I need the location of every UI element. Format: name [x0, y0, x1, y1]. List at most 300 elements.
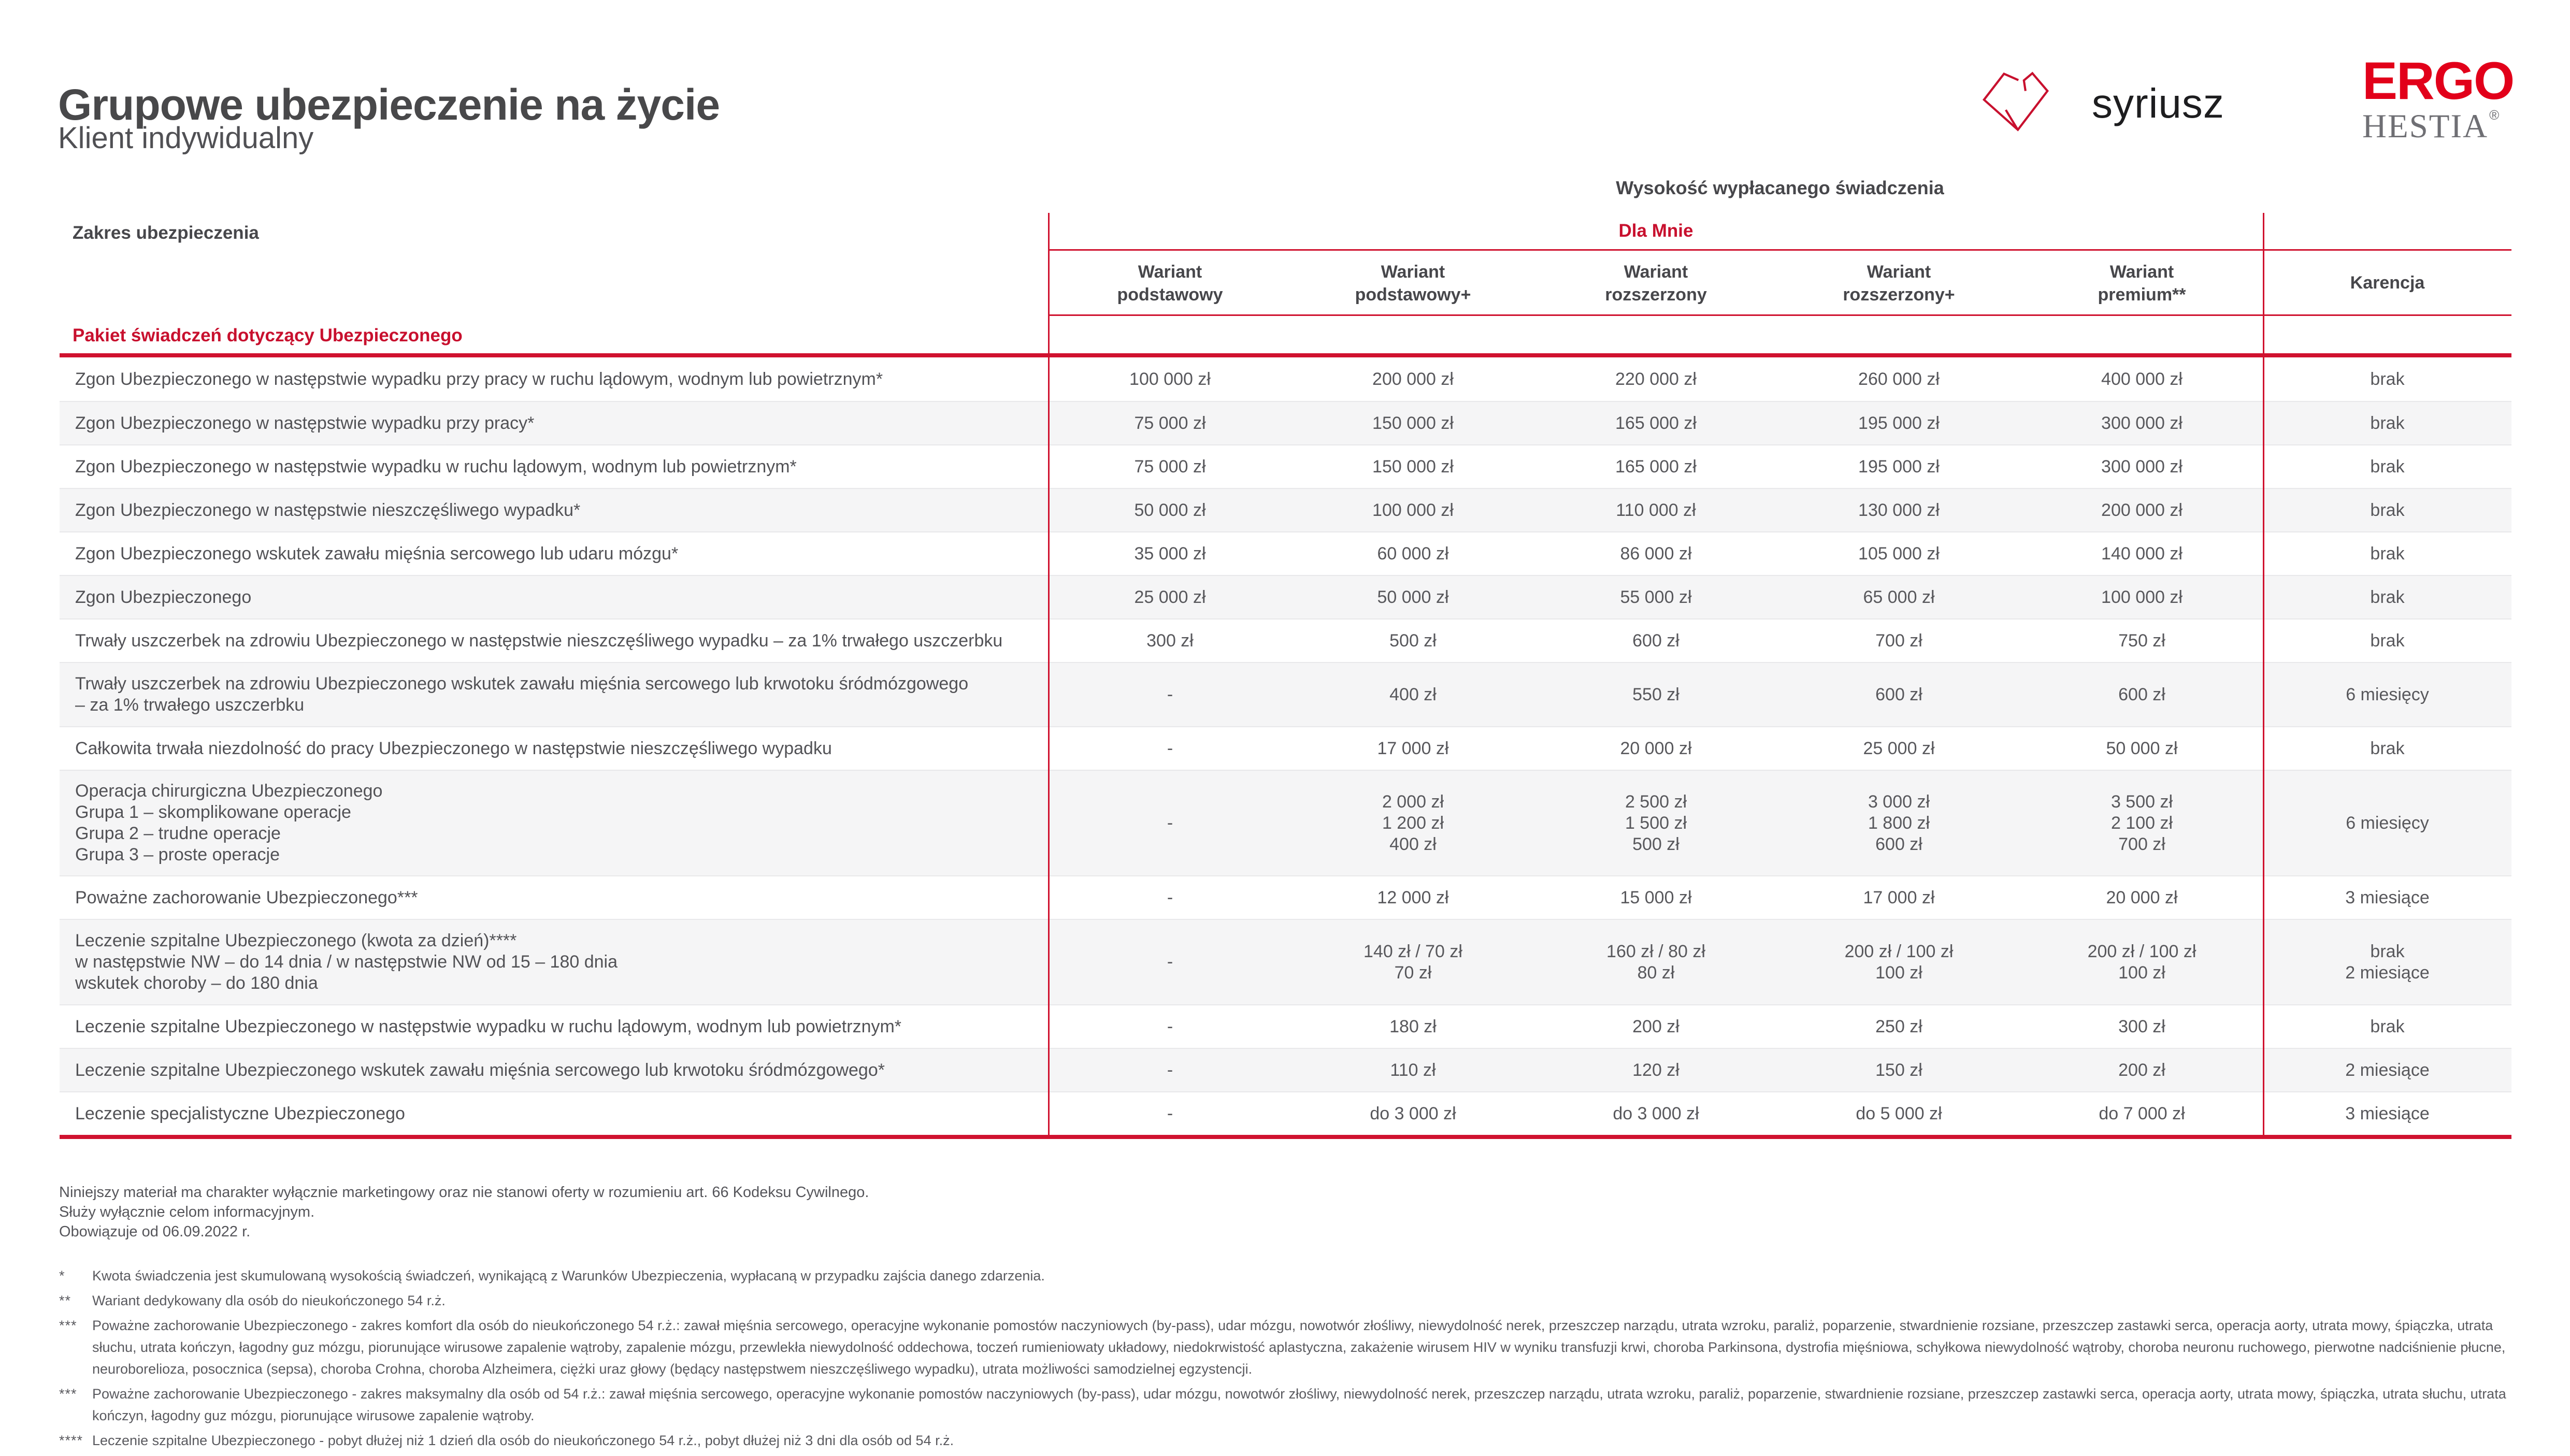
benefit-name-cell: [60, 587, 1049, 608]
value-line: 600 zł: [2118, 684, 2165, 704]
value-line: do 5 000 zł: [1856, 1103, 1942, 1123]
value-line: 100 000 zł: [1129, 369, 1211, 389]
footnote-item: [59, 1265, 2510, 1287]
footnote-marker: ****: [59, 1433, 83, 1448]
value-line: 35 000 zł: [1134, 543, 1206, 564]
variant-column-headers: [1049, 261, 2263, 306]
group-header-dla-mnie: Dla Mnie: [1618, 221, 1693, 241]
value-line: 3 000 zł: [1868, 791, 1930, 812]
value-line: 105 000 zł: [1858, 543, 1940, 564]
syriusz-diamond-icon: [1981, 58, 2075, 145]
karencja-line: brak: [2370, 1016, 2405, 1036]
value-cell-variant-1: [1049, 587, 1291, 608]
benefit-name-cell: [60, 781, 1049, 866]
benefit-name-cell: [60, 1016, 1049, 1037]
karencja-cell: [2263, 738, 2511, 759]
karencja-cell: [2263, 813, 2511, 834]
table-row: [60, 726, 2511, 770]
red-divider-bottom: [1049, 314, 2511, 316]
value-line: -: [1167, 684, 1173, 704]
benefit-name-line: w następstwie NW – do 14 dnia / w następstwie NW od 15 – 180 dnia: [75, 952, 618, 972]
value-line: -: [1167, 952, 1173, 972]
footnote-text: Wariant dedykowany dla osób do nieukończonego 54 r.ż.: [92, 1293, 446, 1308]
variant-header-line: premium**: [2098, 285, 2186, 305]
footnote-text: Leczenie szpitalne Ubezpieczonego - pobyt dłużej niż 1 dzień dla osób do nieukończonego 54 r.ż., pobyt dłużej niż 3 dni dla osób od 54 r.ż.: [92, 1433, 954, 1448]
value-cell-variant-4: [1777, 369, 2020, 390]
value-cell-variant-2: [1291, 543, 1534, 565]
table-row: [60, 1004, 2511, 1048]
value-cell-variant-2: [1291, 791, 1534, 855]
hestia-line: [2362, 107, 2518, 145]
benefit-amount-header: Wysokość wypłacanego świadczenia: [1616, 177, 1944, 198]
value-cell-variant-4: [1777, 630, 2020, 652]
table-top-rule: [60, 353, 2511, 357]
karencja-line: brak: [2370, 738, 2405, 758]
benefit-name-cell: [60, 887, 1049, 909]
column-separator-left: [1048, 213, 1050, 1138]
value-line: -: [1167, 1103, 1173, 1123]
value-line: do 3 000 zł: [1370, 1103, 1456, 1123]
page-title: Grupowe ubezpieczenie na życie: [58, 80, 720, 129]
value-line: 110 000 zł: [1616, 500, 1696, 520]
value-cell-variant-2: [1291, 630, 1534, 652]
benefit-name-cell: [60, 543, 1049, 565]
benefit-name-cell: [60, 930, 1049, 994]
value-cell-variant-4: [1777, 1016, 2020, 1037]
hestia-wordmark: HESTIA: [2362, 108, 2489, 145]
value-cell-variant-3: [1534, 887, 1777, 909]
benefit-name-cell: [60, 500, 1049, 521]
value-cell-variant-4: [1777, 684, 2020, 705]
variant-header-line: Wariant: [1867, 262, 1931, 282]
variant-header-1: [1049, 261, 1291, 306]
value-cell-variant-4: [1777, 413, 2020, 434]
column-separator-right: [2263, 213, 2264, 1138]
value-cell-variant-3: [1534, 413, 1777, 434]
value-line: 300 zł: [1146, 630, 1194, 651]
table-row: [60, 401, 2511, 444]
value-line: 70 zł: [1394, 962, 1432, 983]
karencja-line: 6 miesięcy: [2346, 813, 2429, 833]
page-subtitle: Klient indywidualny: [58, 121, 314, 155]
value-cell-variant-5: [2020, 684, 2263, 705]
value-cell-variant-5: [2020, 1103, 2263, 1125]
value-line: 150 000 zł: [1372, 456, 1454, 477]
value-line: 180 zł: [1389, 1016, 1437, 1036]
table-row: [60, 531, 2511, 575]
value-cell-variant-1: [1049, 543, 1291, 565]
table-row: [60, 919, 2511, 1004]
karencja-line: 3 miesiące: [2345, 1103, 2430, 1123]
value-cell-variant-4: [1777, 887, 2020, 909]
value-cell-variant-3: [1534, 630, 1777, 652]
value-line: 25 000 zł: [1863, 738, 1935, 758]
value-cell-variant-3: [1534, 1060, 1777, 1081]
value-line: 20 000 zł: [2106, 887, 2178, 907]
value-line: 1 800 zł: [1868, 813, 1930, 833]
karencja-cell: [2263, 500, 2511, 521]
benefit-name-line: Grupa 2 – trudne operacje: [75, 824, 281, 843]
value-cell-variant-3: [1534, 456, 1777, 478]
value-cell-variant-1: [1049, 813, 1291, 834]
karencja-line: 3 miesiące: [2345, 887, 2430, 907]
footnotes-list: [59, 1265, 2510, 1454]
value-cell-variant-5: [2020, 369, 2263, 390]
value-line: 20 000 zł: [1620, 738, 1692, 758]
value-cell-variant-3: [1534, 1016, 1777, 1037]
value-line: 100 zł: [1875, 962, 1922, 983]
benefit-name-cell: [60, 738, 1049, 759]
value-line: 165 000 zł: [1615, 456, 1697, 477]
karencja-line: brak: [2370, 456, 2405, 477]
karencja-line: 2 miesiące: [2345, 1060, 2430, 1080]
karencja-cell: [2263, 1103, 2511, 1125]
variant-header-5: [2020, 261, 2263, 306]
value-line: 140 zł / 70 zł: [1363, 941, 1462, 961]
value-cell-variant-3: [1534, 1103, 1777, 1125]
disclaimer-line: Służy wyłącznie celom informacyjnym.: [59, 1204, 315, 1220]
value-line: 500 zł: [1632, 834, 1679, 854]
value-line: 17 000 zł: [1863, 887, 1935, 907]
benefit-name-line: Leczenie szpitalne Ubezpieczonego wskutek zawału mięśnia sercowego lub krwotoku śródmózgowego*: [75, 1060, 885, 1080]
benefit-name-line: Grupa 1 – skomplikowane operacje: [75, 802, 351, 822]
value-cell-variant-5: [2020, 738, 2263, 759]
value-line: 300 zł: [2118, 1016, 2165, 1036]
benefit-name-cell: [60, 369, 1049, 390]
value-cell-variant-2: [1291, 413, 1534, 434]
variant-header-3: [1534, 261, 1777, 306]
benefit-name-line: Całkowita trwała niezdolność do pracy Ubezpieczonego w następstwie nieszczęśliwego wypadku: [75, 738, 832, 758]
benefits-table-body: [60, 357, 2511, 1139]
footnote-marker: ***: [59, 1386, 77, 1402]
benefit-name-line: Leczenie szpitalne Ubezpieczonego w następstwie wypadku w ruchu lądowym, wodnym lub powietrznym*: [75, 1016, 902, 1036]
karencja-cell: [2263, 456, 2511, 478]
value-cell-variant-1: [1049, 413, 1291, 434]
disclaimer-line: Obowiązuje od 06.09.2022 r.: [59, 1223, 251, 1240]
benefit-name-line: Zgon Ubezpieczonego w następstwie wypadku przy pracy*: [75, 413, 535, 433]
value-cell-variant-3: [1534, 369, 1777, 390]
value-line: 3 500 zł: [2110, 791, 2173, 812]
value-line: 2 000 zł: [1382, 791, 1444, 812]
variant-header-line: rozszerzony: [1605, 285, 1707, 305]
value-line: 300 000 zł: [2101, 413, 2183, 433]
benefit-name-cell: [60, 413, 1049, 434]
value-line: 600 zł: [1875, 834, 1922, 854]
value-cell-variant-3: [1534, 500, 1777, 521]
value-line: 400 zł: [1389, 834, 1437, 854]
disclaimer-line: Niniejszy materiał ma charakter wyłącznie marketingowy oraz nie stanowi oferty w rozumieniu art. 66 Kodeksu Cywilnego.: [59, 1184, 869, 1201]
value-cell-variant-1: [1049, 1060, 1291, 1081]
value-line: 17 000 zł: [1377, 738, 1449, 758]
value-line: -: [1167, 813, 1173, 833]
value-line: 65 000 zł: [1863, 587, 1935, 607]
table-row: [60, 1091, 2511, 1135]
benefit-name-line: Zgon Ubezpieczonego w następstwie wypadku przy pracy w ruchu lądowym, wodnym lub powietrznym*: [75, 369, 883, 389]
value-line: 150 zł: [1875, 1060, 1922, 1080]
value-cell-variant-5: [2020, 500, 2263, 521]
benefit-name-line: Zgon Ubezpieczonego wskutek zawału mięśnia sercowego lub udaru mózgu*: [75, 543, 679, 564]
benefit-name-line: Trwały uszczerbek na zdrowiu Ubezpieczonego wskutek zawału mięśnia sercowego lub krwotoku śródmózgowego: [75, 674, 969, 694]
benefit-name-line: wskutek choroby – do 180 dnia: [75, 973, 318, 993]
value-line: 60 000 zł: [1377, 543, 1449, 564]
value-line: 75 000 zł: [1134, 456, 1206, 477]
value-line: 165 000 zł: [1615, 413, 1697, 433]
value-line: 86 000 zł: [1620, 543, 1692, 564]
syriusz-logo: [1981, 57, 2292, 150]
value-line: 80 zł: [1637, 962, 1675, 983]
value-cell-variant-3: [1534, 587, 1777, 608]
value-line: 15 000 zł: [1620, 887, 1692, 907]
value-line: 75 000 zł: [1134, 413, 1206, 433]
value-cell-variant-1: [1049, 952, 1291, 973]
value-line: 260 000 zł: [1858, 369, 1940, 389]
karencja-line: brak: [2370, 543, 2405, 564]
karencja-line: brak: [2370, 630, 2405, 651]
footnote-text: Poważne zachorowanie Ubezpieczonego - zakres komfort dla osób do nieukończonego 54 r.ż.: zawał mięśnia sercowego, operacyjne wykonanie pomostów naczyniowych (by-pass), udar mózgu, nowotwór złośliwy, niewydolność nerek, przeszczep narządu, utrata wzroku, paraliż, poparzenie, stwardnienie rozsiane, przeszczep zastawki serca, operacja aorty, utrata mowy, śpiączka, utrata słuchu, utrata kończyn, łagodny guz mózgu, piorunujące wirusowe zapalenie wątroby, zapalenie mózgu, przewlekła niewydolność oddechowa, toczeń rumieniowaty układowy, niedokrwistość aplastyczna, zakażenie wirusem HIV w wyniku transfuzji krwi, choroba Parkinsona, dystrofia mięśniowa, schyłkowa niewydolność wątroby, choroba neuronu ruchowego, pierwotne nadciśnienie płucne, neuroborelioza, posocznica (sepsa), choroba Crohna, choroba Alzheimera, ciężki uraz głowy (będący następstwem nieszczęśliwego wypadku), utrata możliwości samodzielnej egzystencji.: [92, 1318, 2506, 1377]
karencja-cell: [2263, 543, 2511, 565]
scope-column-header: Zakres ubezpieczenia: [73, 223, 259, 243]
footnote-marker: **: [59, 1293, 71, 1308]
value-cell-variant-3: [1534, 543, 1777, 565]
variant-header-4: [1777, 261, 2020, 306]
value-cell-variant-1: [1049, 738, 1291, 759]
karencja-line: 6 miesięcy: [2346, 684, 2429, 704]
value-line: 2 500 zł: [1625, 791, 1687, 812]
value-cell-variant-2: [1291, 1060, 1534, 1081]
value-line: 50 000 zł: [1377, 587, 1449, 607]
variant-header-line: Wariant: [1138, 262, 1202, 282]
benefit-name-line: Operacja chirurgiczna Ubezpieczonego: [75, 781, 383, 801]
ergo-wordmark: ERGO: [2362, 51, 2514, 110]
value-line: 100 000 zł: [2101, 587, 2183, 607]
value-line: 200 zł: [2118, 1060, 2165, 1080]
karencja-line: brak: [2370, 369, 2405, 389]
benefit-name-line: Leczenie szpitalne Ubezpieczonego (kwota za dzień)****: [75, 931, 517, 950]
table-row: [60, 875, 2511, 919]
value-cell-variant-2: [1291, 738, 1534, 759]
benefit-name-line: Leczenie specjalistyczne Ubezpieczonego: [75, 1103, 405, 1123]
value-cell-variant-5: [2020, 887, 2263, 909]
value-cell-variant-3: [1534, 738, 1777, 759]
value-line: 55 000 zł: [1620, 587, 1692, 607]
value-line: 195 000 zł: [1858, 456, 1940, 477]
karencja-cell: [2263, 887, 2511, 909]
value-line: 200 000 zł: [1372, 369, 1454, 389]
value-line: 200 000 zł: [2101, 500, 2183, 520]
karencja-cell: [2263, 630, 2511, 652]
karencja-cell: [2263, 684, 2511, 705]
ergo-hestia-logo: [2362, 51, 2518, 145]
karencja-cell: [2263, 1060, 2511, 1081]
value-cell-variant-5: [2020, 791, 2263, 855]
karencja-line: brak: [2370, 413, 2405, 433]
value-cell-variant-3: [1534, 941, 1777, 984]
variant-header-line: podstawowy: [1117, 285, 1223, 305]
footnote-text: Kwota świadczenia jest skumulowaną wysokością świadczeń, wynikającą z Warunków Ubezpieczenia, wypłacaną w przypadku zajścia danego zdarzenia.: [92, 1268, 1045, 1284]
value-cell-variant-4: [1777, 500, 2020, 521]
value-cell-variant-5: [2020, 630, 2263, 652]
value-line: 50 000 zł: [1134, 500, 1206, 520]
value-line: 195 000 zł: [1858, 413, 1940, 433]
value-line: 600 zł: [1632, 630, 1679, 651]
value-cell-variant-2: [1291, 1016, 1534, 1037]
table-row: [60, 575, 2511, 618]
value-cell-variant-4: [1777, 543, 2020, 565]
value-cell-variant-1: [1049, 1103, 1291, 1125]
value-cell-variant-4: [1777, 791, 2020, 855]
karencja-line: 2 miesiące: [2345, 962, 2430, 983]
karencja-cell: [2263, 369, 2511, 390]
karencja-line: brak: [2370, 941, 2405, 961]
table-row: [60, 618, 2511, 662]
footnote-marker: ***: [59, 1318, 77, 1333]
footnote-item: [59, 1430, 2510, 1451]
value-line: -: [1167, 738, 1173, 758]
value-cell-variant-2: [1291, 369, 1534, 390]
value-cell-variant-5: [2020, 1060, 2263, 1081]
benefit-name-cell: [60, 456, 1049, 478]
value-line: 1 500 zł: [1625, 813, 1687, 833]
value-line: -: [1167, 887, 1173, 907]
karencja-cell: [2263, 413, 2511, 434]
value-cell-variant-5: [2020, 543, 2263, 565]
table-row: [60, 770, 2511, 875]
karencja-cell: [2263, 1016, 2511, 1037]
footnote-item: [59, 1383, 2510, 1426]
syriusz-wordmark: syriusz: [2092, 80, 2224, 126]
value-line: 250 zł: [1875, 1016, 1922, 1036]
value-line: 750 zł: [2118, 630, 2165, 651]
value-line: do 3 000 zł: [1613, 1103, 1699, 1123]
benefit-name-cell: [60, 1060, 1049, 1081]
value-cell-variant-1: [1049, 630, 1291, 652]
value-line: 550 zł: [1632, 684, 1679, 704]
value-line: 400 000 zł: [2101, 369, 2183, 389]
section-header: Pakiet świadczeń dotyczący Ubezpieczonego: [73, 325, 463, 345]
benefit-name-cell: [60, 1103, 1049, 1125]
benefit-name-cell: [60, 673, 1049, 716]
variant-header-line: Wariant: [2109, 262, 2174, 282]
value-line: 25 000 zł: [1134, 587, 1206, 607]
value-line: do 7 000 zł: [2099, 1103, 2185, 1123]
value-cell-variant-5: [2020, 1016, 2263, 1037]
value-cell-variant-4: [1777, 738, 2020, 759]
value-line: 600 zł: [1875, 684, 1922, 704]
benefit-name-line: Zgon Ubezpieczonego: [75, 587, 252, 607]
value-cell-variant-4: [1777, 456, 2020, 478]
benefit-name-line: Zgon Ubezpieczonego w następstwie nieszczęśliwego wypadku*: [75, 500, 581, 520]
karencja-column-header: Karencja: [2350, 273, 2425, 293]
benefit-name-line: Trwały uszczerbek na zdrowiu Ubezpieczonego w następstwie nieszczęśliwego wypadku – za 1% trwałego uszczerbku: [75, 630, 1003, 651]
value-cell-variant-4: [1777, 587, 2020, 608]
value-line: -: [1167, 1060, 1173, 1080]
table-row: [60, 1048, 2511, 1091]
value-cell-variant-2: [1291, 587, 1534, 608]
value-line: 700 zł: [1875, 630, 1922, 651]
value-line: 1 200 zł: [1382, 813, 1444, 833]
value-line: 100 zł: [2118, 962, 2165, 983]
value-cell-variant-1: [1049, 500, 1291, 521]
value-cell-variant-2: [1291, 684, 1534, 705]
value-cell-variant-4: [1777, 1060, 2020, 1081]
value-line: 150 000 zł: [1372, 413, 1454, 433]
value-cell-variant-4: [1777, 941, 2020, 984]
value-line: 12 000 zł: [1377, 887, 1449, 907]
value-line: 220 000 zł: [1615, 369, 1697, 389]
value-cell-variant-5: [2020, 456, 2263, 478]
value-cell-variant-2: [1291, 887, 1534, 909]
value-cell-variant-1: [1049, 456, 1291, 478]
variant-header-2: [1291, 261, 1534, 306]
value-line: 200 zł / 100 zł: [2087, 941, 2196, 961]
benefit-name-line: Zgon Ubezpieczonego w następstwie wypadku w ruchu lądowym, wodnym lub powietrznym*: [75, 456, 797, 477]
value-line: 300 000 zł: [2101, 456, 2183, 477]
value-cell-variant-3: [1534, 791, 1777, 855]
value-cell-variant-4: [1777, 1103, 2020, 1125]
variant-header-line: rozszerzony+: [1843, 285, 1955, 305]
footnote-item: [59, 1290, 2510, 1311]
value-cell-variant-1: [1049, 1016, 1291, 1037]
value-line: 2 100 zł: [2110, 813, 2173, 833]
value-cell-variant-1: [1049, 369, 1291, 390]
variant-header-line: Wariant: [1624, 262, 1688, 282]
footnote-text: Poważne zachorowanie Ubezpieczonego - zakres maksymalny dla osób od 54 r.ż.: zawał mięśnia sercowego, operacyjne wykonanie pomostów naczyniowych (by-pass), udar mózgu, nowotwór złośliwy, niewydolność nerek, przeszczep narządu, utrata wzroku, paraliż, poparzenie, stwardnienie rozsiane, przeszczep zastawki serca, operacja aorty, utrata mowy, śpiączka, utrata słuchu, utrata kończyn, łagodny guz mózgu, piorunujące wirusowe zapalenie wątroby.: [92, 1386, 2506, 1423]
value-line: 130 000 zł: [1858, 500, 1940, 520]
table-row: [60, 444, 2511, 488]
table-row: [60, 488, 2511, 531]
value-cell-variant-2: [1291, 456, 1534, 478]
benefit-name-cell: [60, 630, 1049, 652]
karencja-cell: [2263, 587, 2511, 608]
value-cell-variant-1: [1049, 684, 1291, 705]
value-cell-variant-1: [1049, 887, 1291, 909]
value-line: 120 zł: [1632, 1060, 1679, 1080]
footnote-marker: *: [59, 1268, 65, 1284]
variant-header-line: podstawowy+: [1355, 285, 1471, 305]
value-cell-variant-2: [1291, 941, 1534, 984]
benefit-name-line: – za 1% trwałego uszczerbku: [75, 695, 305, 715]
value-line: 200 zł / 100 zł: [1844, 941, 1954, 961]
karencja-line: brak: [2370, 500, 2405, 520]
benefit-name-line: Grupa 3 – proste operacje: [75, 845, 280, 864]
value-line: 400 zł: [1389, 684, 1437, 704]
value-line: 700 zł: [2118, 834, 2165, 854]
table-row: [60, 357, 2511, 401]
value-line: 500 zł: [1389, 630, 1437, 651]
benefit-name-line: Poważne zachorowanie Ubezpieczonego***: [75, 887, 418, 907]
karencja-line: brak: [2370, 587, 2405, 607]
registered-trademark-icon: ®: [2489, 107, 2500, 123]
red-divider-top: [1049, 249, 2511, 251]
variant-header-line: Wariant: [1381, 262, 1445, 282]
value-line: 110 zł: [1390, 1060, 1436, 1080]
value-line: 140 000 zł: [2101, 543, 2183, 564]
value-line: 200 zł: [1632, 1016, 1679, 1036]
value-cell-variant-2: [1291, 1103, 1534, 1125]
value-cell-variant-5: [2020, 587, 2263, 608]
value-cell-variant-5: [2020, 941, 2263, 984]
value-line: 160 zł / 80 zł: [1606, 941, 1705, 961]
value-cell-variant-5: [2020, 413, 2263, 434]
table-row: [60, 662, 2511, 726]
karencja-cell: [2263, 941, 2511, 984]
value-line: 100 000 zł: [1372, 500, 1454, 520]
value-line: 50 000 zł: [2106, 738, 2178, 758]
value-line: -: [1167, 1016, 1173, 1036]
value-cell-variant-2: [1291, 500, 1534, 521]
value-cell-variant-3: [1534, 684, 1777, 705]
legal-disclaimer: [59, 1183, 869, 1242]
